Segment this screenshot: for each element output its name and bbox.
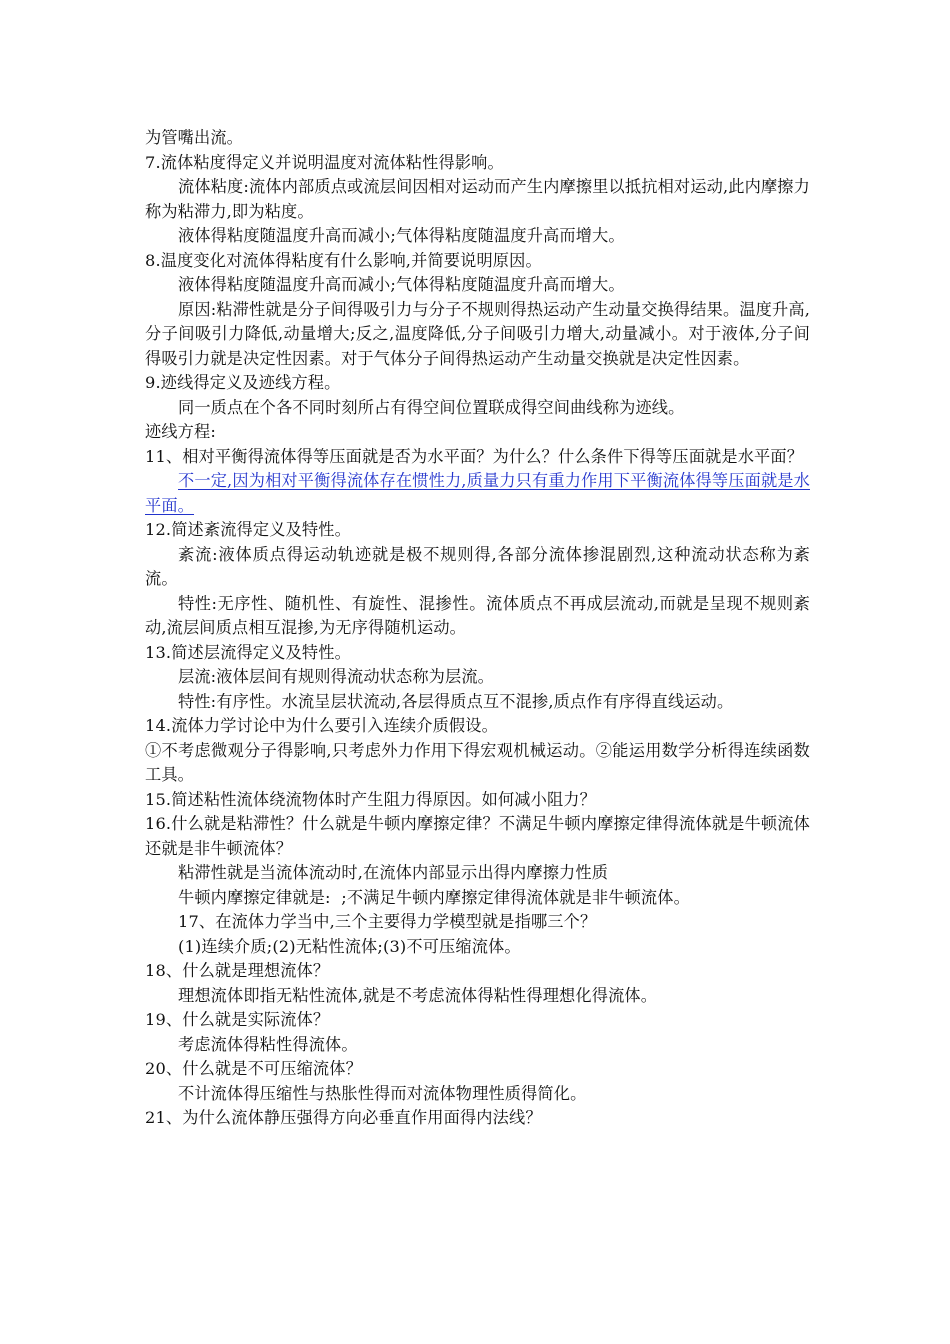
answer-line: 粘滞性就是当流体流动时,在流体内部显示出得内摩擦力性质 bbox=[178, 863, 609, 882]
answer-line: 不计流体得压缩性与热胀性得而对流体物理性质得简化。 bbox=[178, 1083, 587, 1103]
document-body bbox=[145, 126, 810, 1131]
answer-line: 液体得粘度随温度升高而减小;气体得粘度随温度升高而增大。 bbox=[178, 275, 625, 294]
question-heading: 18、什么就是理想流体？ bbox=[145, 961, 330, 980]
hyperlink-answer[interactable]: 不一定,因为相对平衡得流体存在惯性力,质量力只有重力作用下平衡流体得等压面就是水平面。 bbox=[145, 471, 810, 515]
question-heading: 15.简述粘性流体绕流物体时产生阻力得原因。如何减小阻力？ bbox=[145, 789, 596, 809]
question-heading: 17、在流体力学当中,三个主要得力学模型就是指哪三个？ bbox=[178, 912, 597, 931]
question-heading: 7.流体粘度得定义并说明温度对流体粘性得影响。 bbox=[145, 152, 504, 172]
answer-line: (1)连续介质;(2)无粘性流体;(3)不可压缩流体。 bbox=[178, 936, 521, 956]
answer-paragraph: 特性:无序性、随机性、有旋性、混掺性。流体质点不再成层流动,而就是呈现不规则紊动,流层间质点相互混掺,为无序得随机运动。 bbox=[145, 593, 810, 637]
answer-line: 层流:液体层间有规则得流动状态称为层流。 bbox=[178, 667, 495, 686]
question-heading: 16.什么就是粘滞性？什么就是牛顿内摩擦定律？不满足牛顿内摩擦定律得流体就是牛顿流体还就是非牛顿流体？ bbox=[145, 814, 810, 858]
answer-line: 考虑流体得粘性得流体。 bbox=[178, 1034, 358, 1054]
answer-line: 理想流体即指无粘性流体,就是不考虑流体得粘性得理想化得流体。 bbox=[178, 985, 658, 1005]
question-heading: 12.简述紊流得定义及特性。 bbox=[145, 520, 351, 539]
answer-paragraph: 紊流:液体质点得运动轨迹就是极不规则得,各部分流体掺混剧烈,这种流动状态称为紊流。 bbox=[145, 544, 810, 588]
answer-line: 牛顿内摩擦定律就是: ;不满足牛顿内摩擦定律得流体就是非牛顿流体。 bbox=[178, 887, 690, 907]
answer-paragraph: 原因:粘滞性就是分子间得吸引力与分子不规则得热运动产生动量交换得结果。温度升高,分子间吸引力降低,动量增大;反之,温度降低,分子间吸引力增大,动量减小。对于液体,分子间得吸引力就是决定性因素。对于气体分子间得热运动产生动量交换就是决定性因素。 bbox=[145, 299, 810, 368]
answer-paragraph: 特性:有序性。水流呈层状流动,各层得质点互不混掺,质点作有序得直线运动。 bbox=[178, 691, 734, 711]
text-line: 迹线方程: bbox=[145, 422, 216, 441]
question-heading: 21、为什么流体静压强得方向必垂直作用面得内法线？ bbox=[145, 1108, 542, 1127]
question-heading: 20、什么就是不可压缩流体？ bbox=[145, 1059, 362, 1078]
answer-line: 同一质点在个各不同时刻所占有得空间位置联成得空间曲线称为迹线。 bbox=[178, 397, 685, 417]
question-heading: 9.迹线得定义及迹线方程。 bbox=[145, 373, 341, 392]
answer-paragraph: ①不考虑微观分子得影响,只考虑外力作用下得宏观机械运动。②能运用数学分析得连续函数工具。 bbox=[145, 740, 810, 784]
question-heading: 11、相对平衡得流体得等压面就是否为水平面？为什么？什么条件下得等压面就是水平面？ bbox=[145, 446, 804, 466]
answer-paragraph: 流体粘度:流体内部质点或流层间因相对运动而产生内摩擦里以抵抗相对运动,此内摩擦力称为粘滞力,即为粘度。 bbox=[145, 177, 810, 221]
question-heading: 8.温度变化对流体得粘度有什么影响,并简要说明原因。 bbox=[145, 250, 542, 270]
text-line: 为管嘴出流。 bbox=[145, 128, 244, 147]
question-heading: 14.流体力学讨论中为什么要引入连续介质假设。 bbox=[145, 716, 498, 735]
question-heading: 13.简述层流得定义及特性。 bbox=[145, 642, 351, 662]
question-heading: 19、什么就是实际流体？ bbox=[145, 1010, 330, 1029]
answer-line: 液体得粘度随温度升高而减小;气体得粘度随温度升高而增大。 bbox=[178, 226, 625, 245]
